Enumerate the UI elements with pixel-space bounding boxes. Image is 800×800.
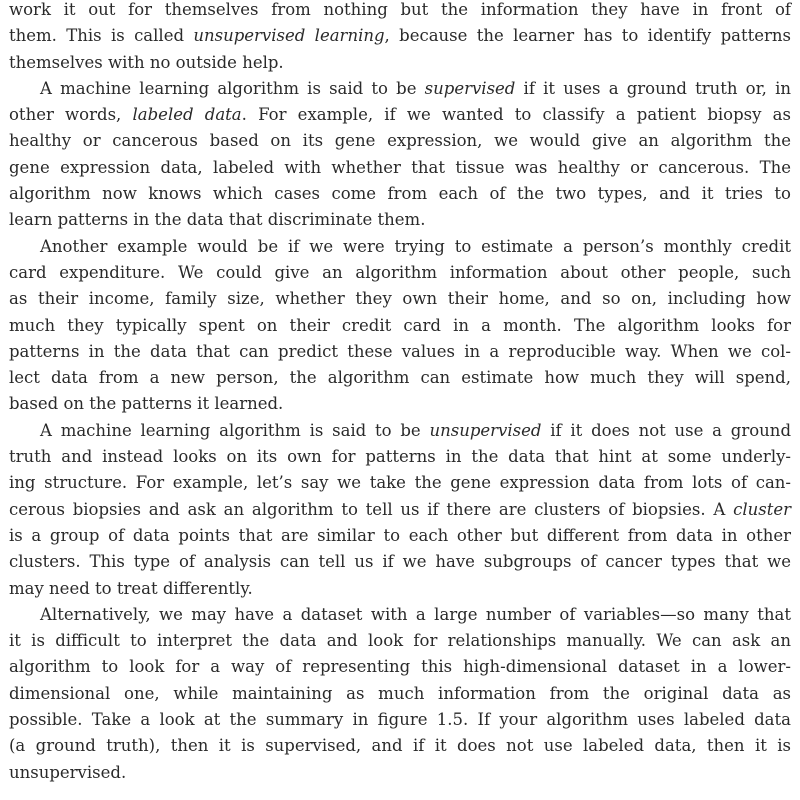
text-run: , because the learner has to identify patterns bbox=[384, 26, 791, 46]
text-line bbox=[9, 181, 791, 207]
text-run: truth and instead looks on its own for patterns in the data that hint at some underly- bbox=[9, 447, 791, 467]
paragraph bbox=[9, 234, 791, 418]
text-line bbox=[9, 681, 791, 707]
text-line bbox=[9, 733, 791, 759]
text-line bbox=[9, 207, 791, 233]
paragraph bbox=[9, 76, 791, 234]
text-line bbox=[9, 418, 791, 444]
text-line bbox=[9, 313, 791, 339]
text-line bbox=[9, 602, 791, 628]
italic-term: unsupervised learning bbox=[193, 26, 385, 46]
text-line bbox=[9, 707, 791, 733]
text-run: as their income, family size, whether they own their home, and so on, including how bbox=[9, 289, 791, 309]
text-line bbox=[9, 155, 791, 181]
page-text bbox=[9, 0, 791, 786]
italic-term: supervised bbox=[424, 78, 516, 98]
text-line bbox=[9, 654, 791, 680]
text-line bbox=[9, 628, 791, 654]
text-line bbox=[9, 0, 791, 23]
text-run: if it does not use a ground bbox=[541, 420, 791, 440]
text-run: it is difficult to interpret the data and look for relationships manually. We can ask an bbox=[9, 631, 791, 651]
text-run: other words, bbox=[9, 105, 133, 125]
text-run: learn patterns in the data that discriminate them. bbox=[9, 210, 426, 230]
text-line bbox=[9, 760, 791, 786]
text-run: based on the patterns it learned. bbox=[9, 394, 284, 414]
text-run: Another example would be if we were trying to estimate a person’s monthly credit bbox=[40, 236, 791, 256]
text-run: possible. Take a look at the summary in figure 1.5. If your algorithm uses labeled data bbox=[9, 710, 791, 730]
italic-term: cluster bbox=[733, 499, 791, 519]
text-line bbox=[9, 234, 791, 260]
italic-term: labeled data bbox=[132, 105, 242, 125]
text-run: dimensional one, while maintaining as much information from the original data as bbox=[9, 683, 791, 703]
text-line bbox=[9, 102, 791, 128]
text-run: A machine learning algorithm is said to be bbox=[40, 420, 430, 440]
text-run: unsupervised. bbox=[9, 762, 127, 782]
text-run: healthy or cancerous based on its gene expression, we would give an algorithm the bbox=[9, 131, 791, 151]
text-run: clusters. This type of analysis can tell us if we have subgroups of cancer types that we bbox=[9, 552, 791, 572]
text-run: A machine learning algorithm is said to be bbox=[40, 78, 425, 98]
text-line bbox=[9, 260, 791, 286]
text-run: is a group of data points that are similar to each other but different from data in other bbox=[9, 525, 791, 545]
text-run: algorithm to look for a way of representing this high-dimensional dataset in a lower- bbox=[9, 657, 791, 677]
text-run: may need to treat differently. bbox=[9, 578, 253, 598]
text-line bbox=[9, 365, 791, 391]
italic-term: unsupervised bbox=[429, 420, 542, 440]
text-line bbox=[9, 444, 791, 470]
text-line bbox=[9, 391, 791, 417]
text-line bbox=[9, 523, 791, 549]
text-run: if it uses a ground truth or, in bbox=[515, 78, 791, 98]
paragraph bbox=[9, 0, 791, 76]
text-line bbox=[9, 339, 791, 365]
text-run: them. This is called bbox=[9, 26, 194, 46]
text-line bbox=[9, 497, 791, 523]
text-run: gene expression data, labeled with whether that tissue was healthy or cancerous. The bbox=[9, 157, 791, 177]
paragraph bbox=[9, 418, 791, 602]
text-run: work it out for themselves from nothing but the information they have in front of bbox=[9, 0, 791, 19]
text-run: ing structure. For example, let’s say we take the gene expression data from lots of can- bbox=[9, 473, 791, 493]
text-line bbox=[9, 576, 791, 602]
text-line bbox=[9, 549, 791, 575]
text-run: much they typically spent on their credit card in a month. The algorithm looks for bbox=[9, 315, 791, 335]
text-run: algorithm now knows which cases come from each of the two types, and it tries to bbox=[9, 184, 791, 204]
text-run: (a ground truth), then it is supervised, and if it does not use labeled data, then it is bbox=[9, 736, 791, 756]
text-run: cerous biopsies and ask an algorithm to tell us if there are clusters of biopsies. A bbox=[9, 499, 734, 519]
text-line bbox=[9, 76, 791, 102]
text-run: Alternatively, we may have a dataset with a large number of variables—so many that bbox=[40, 604, 791, 624]
paragraph bbox=[9, 602, 791, 786]
text-run: card expenditure. We could give an algorithm information about other people, such bbox=[9, 262, 791, 282]
text-run: themselves with no outside help. bbox=[9, 52, 284, 72]
text-line bbox=[9, 50, 791, 76]
text-line bbox=[9, 470, 791, 496]
text-run: patterns in the data that can predict these values in a reproducible way. When we col- bbox=[9, 341, 791, 361]
text-line bbox=[9, 286, 791, 312]
text-run: . For example, if we wanted to classify a patient biopsy as bbox=[241, 105, 791, 125]
text-line bbox=[9, 128, 791, 154]
text-line bbox=[9, 23, 791, 49]
text-run: lect data from a new person, the algorithm can estimate how much they will spend, bbox=[9, 368, 791, 388]
